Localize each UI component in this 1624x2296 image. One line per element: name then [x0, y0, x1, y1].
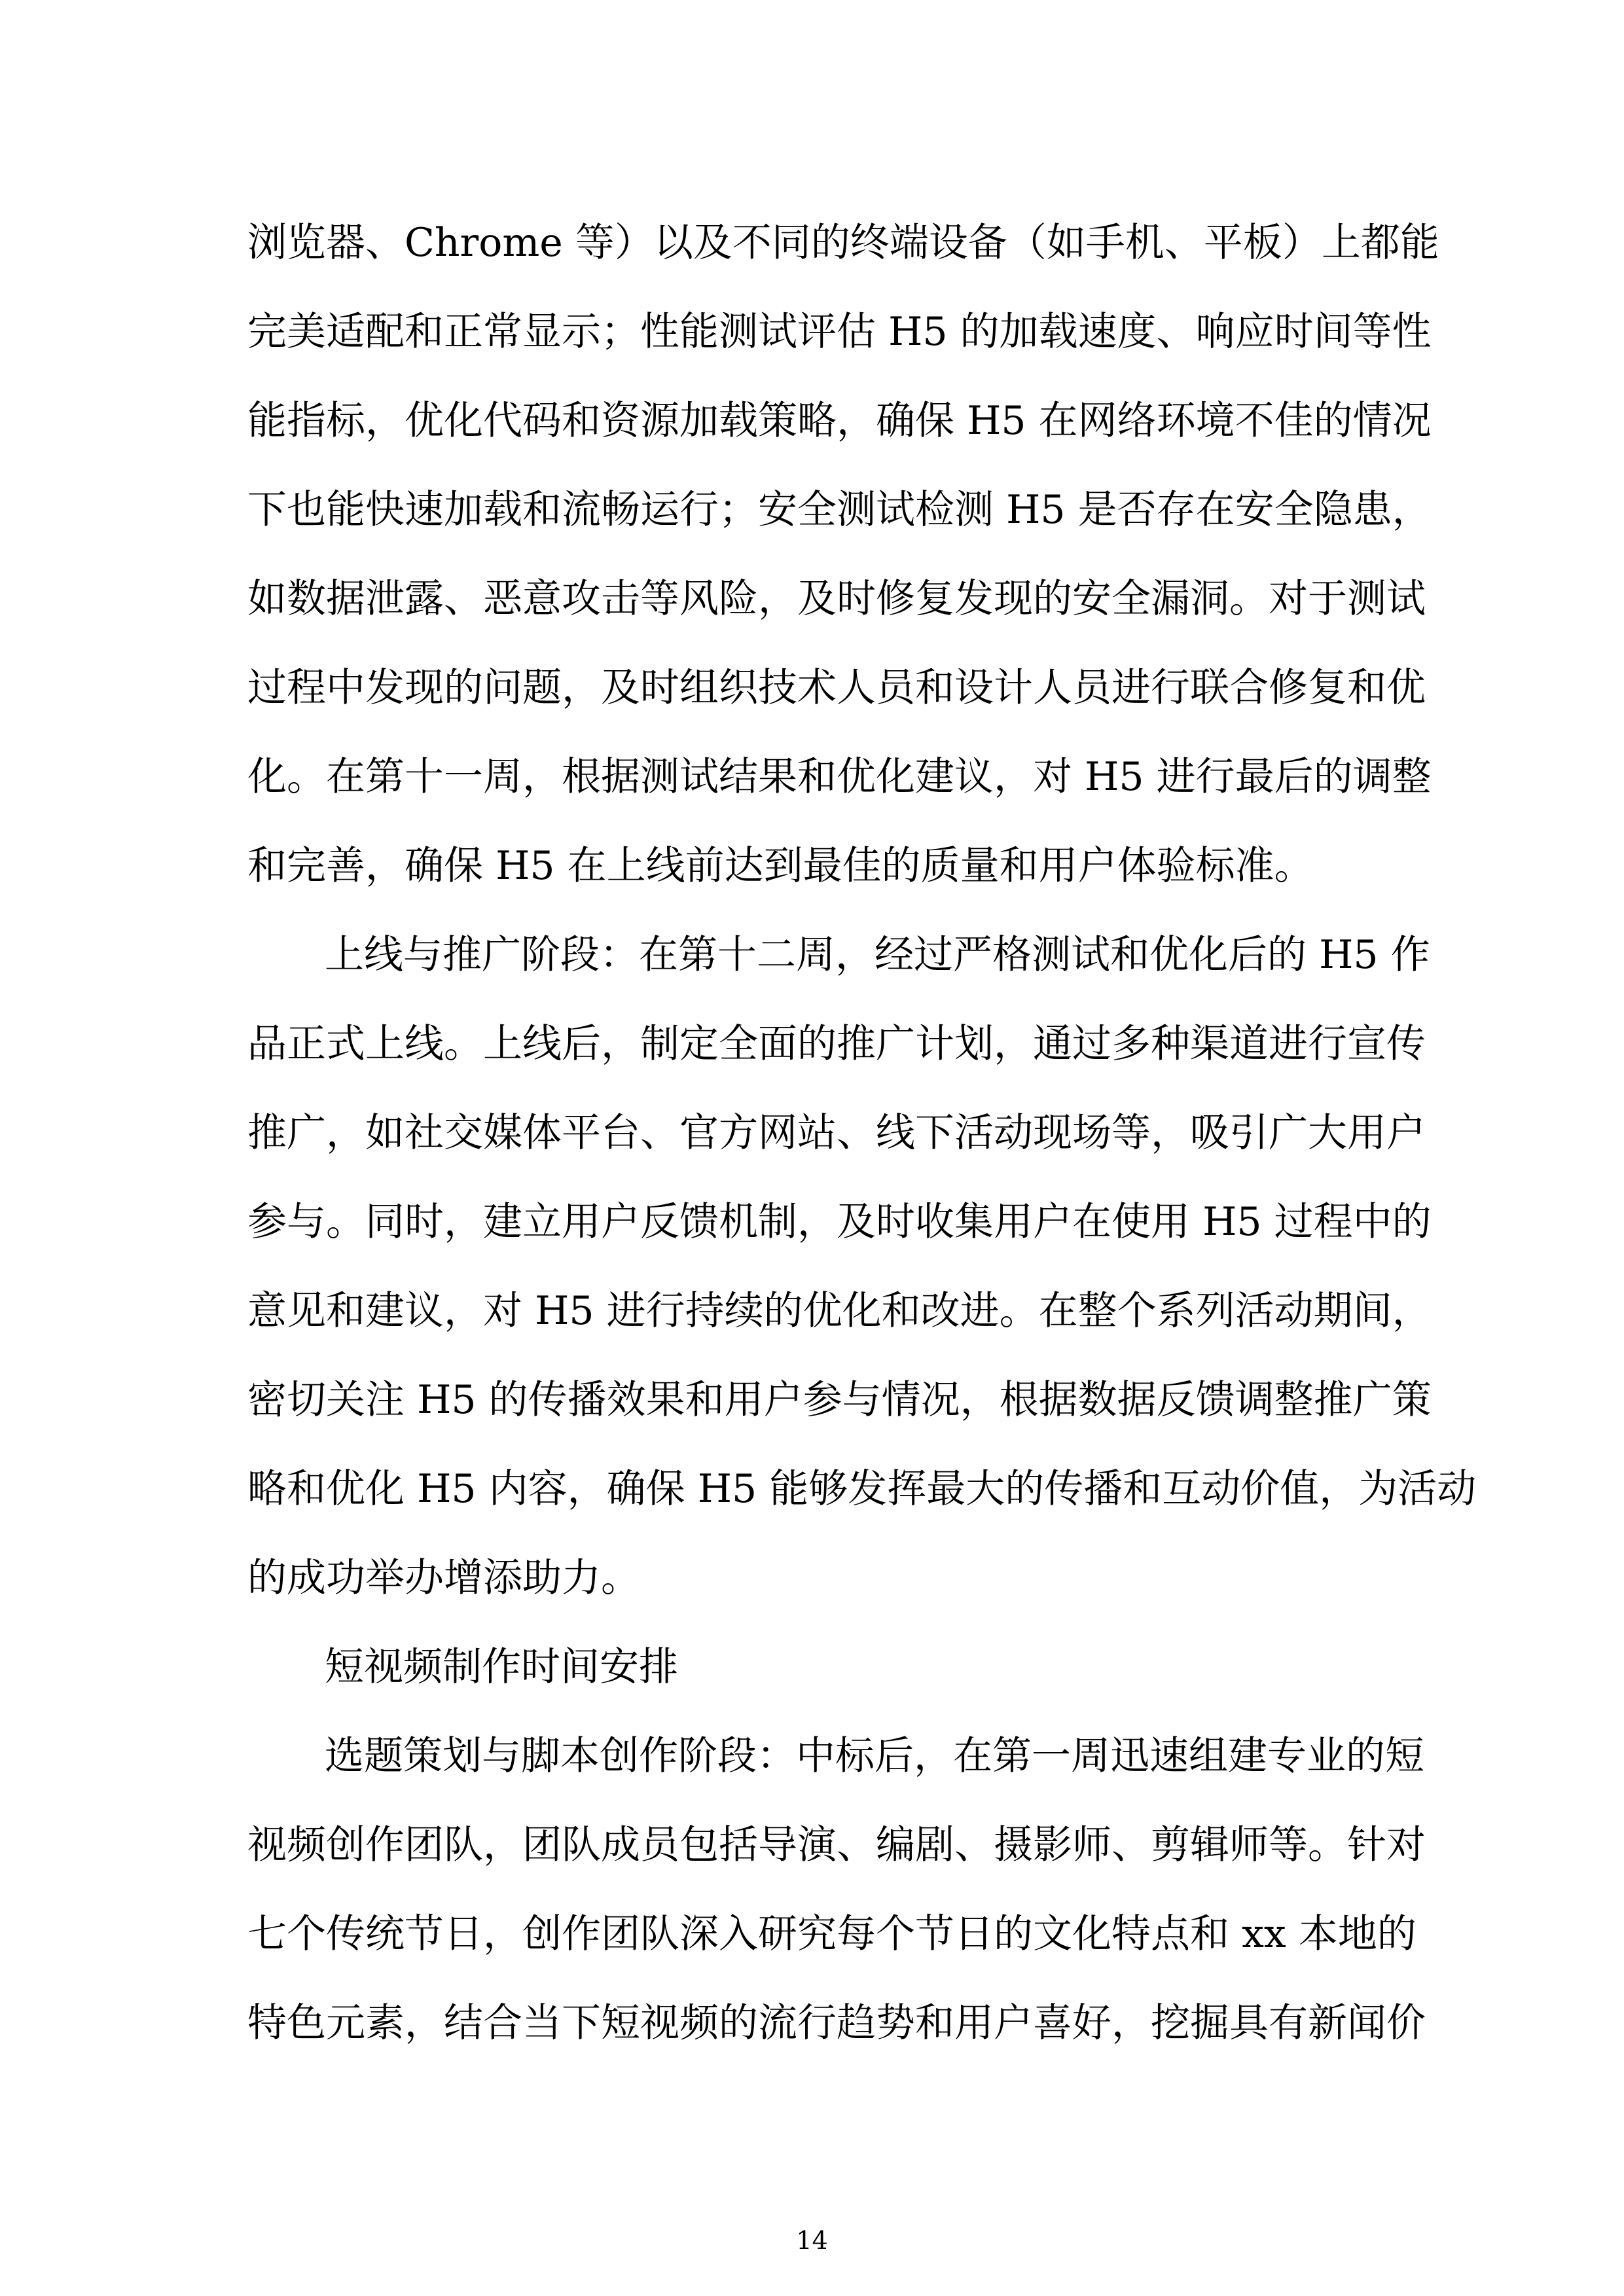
text-line: 能指标，优化代码和资源加载策略，确保 H5 在网络环境不佳的情况	[247, 398, 1432, 444]
document-body	[247, 198, 1477, 2068]
text-line: 上线与推广阶段：在第十二周，经过严格测试和优化后的 H5 作	[325, 932, 1430, 978]
text-line: 的成功举办增添助力。	[247, 1555, 640, 1601]
text-line: 特色元素，结合当下短视频的流行趋势和用户喜好，挖掘具有新闻价	[247, 2000, 1426, 2046]
text-line: 如数据泄露、恶意攻击等风险，及时修复发现的安全漏洞。对于测试	[247, 576, 1426, 622]
paragraph	[247, 910, 1477, 1623]
text-line: 参与。同时，建立用户反馈机制，及时收集用户在使用 H5 过程中的	[247, 1199, 1432, 1245]
text-line: 化。在第十一周，根据测试结果和优化建议，对 H5 进行最后的调整	[247, 754, 1432, 800]
text-line: 品正式上线。上线后，制定全面的推广计划，通过多种渠道进行宣传	[247, 1021, 1426, 1067]
text-line: 选题策划与脚本创作阶段：中标后，在第一周迅速组建专业的短	[325, 1733, 1424, 1779]
paragraph	[247, 1712, 1426, 2068]
section-heading	[247, 1623, 1384, 1712]
text-line: 七个传统节日，创作团队深入研究每个节日的文化特点和 xx 本地的	[247, 1911, 1416, 1957]
text-line: 过程中发现的问题，及时组织技术人员和设计人员进行联合修复和优	[247, 665, 1426, 711]
text-line: 浏览器、Chrome 等）以及不同的终端设备（如手机、平板）上都能	[247, 220, 1439, 266]
paragraph	[247, 198, 1439, 910]
text-line: 视频创作团队，团队成员包括导演、编剧、摄影师、剪辑师等。针对	[247, 1822, 1426, 1868]
text-line: 意见和建议，对 H5 进行持续的优化和改进。在整个系列活动期间，	[247, 1288, 1432, 1334]
text-line: 下也能快速加载和流畅运行；安全测试检测 H5 是否存在安全隐患，	[247, 487, 1432, 533]
text-line: 略和优化 H5 内容，确保 H5 能够发挥最大的传播和互动价值，为活动	[247, 1466, 1477, 1512]
text-line: 推广，如社交媒体平台、官方网站、线下活动现场等，吸引广大用户	[247, 1110, 1426, 1156]
page-number: 14	[796, 2226, 828, 2255]
text-line: 完美适配和正常显示；性能测试评估 H5 的加载速度、响应时间等性	[247, 309, 1432, 355]
text-line: 短视频制作时间安排	[325, 1644, 678, 1690]
text-line: 密切关注 H5 的传播效果和用户参与情况，根据数据反馈调整推广策	[247, 1377, 1432, 1423]
text-line: 和完善，确保 H5 在上线前达到最佳的质量和用户体验标准。	[247, 843, 1314, 889]
